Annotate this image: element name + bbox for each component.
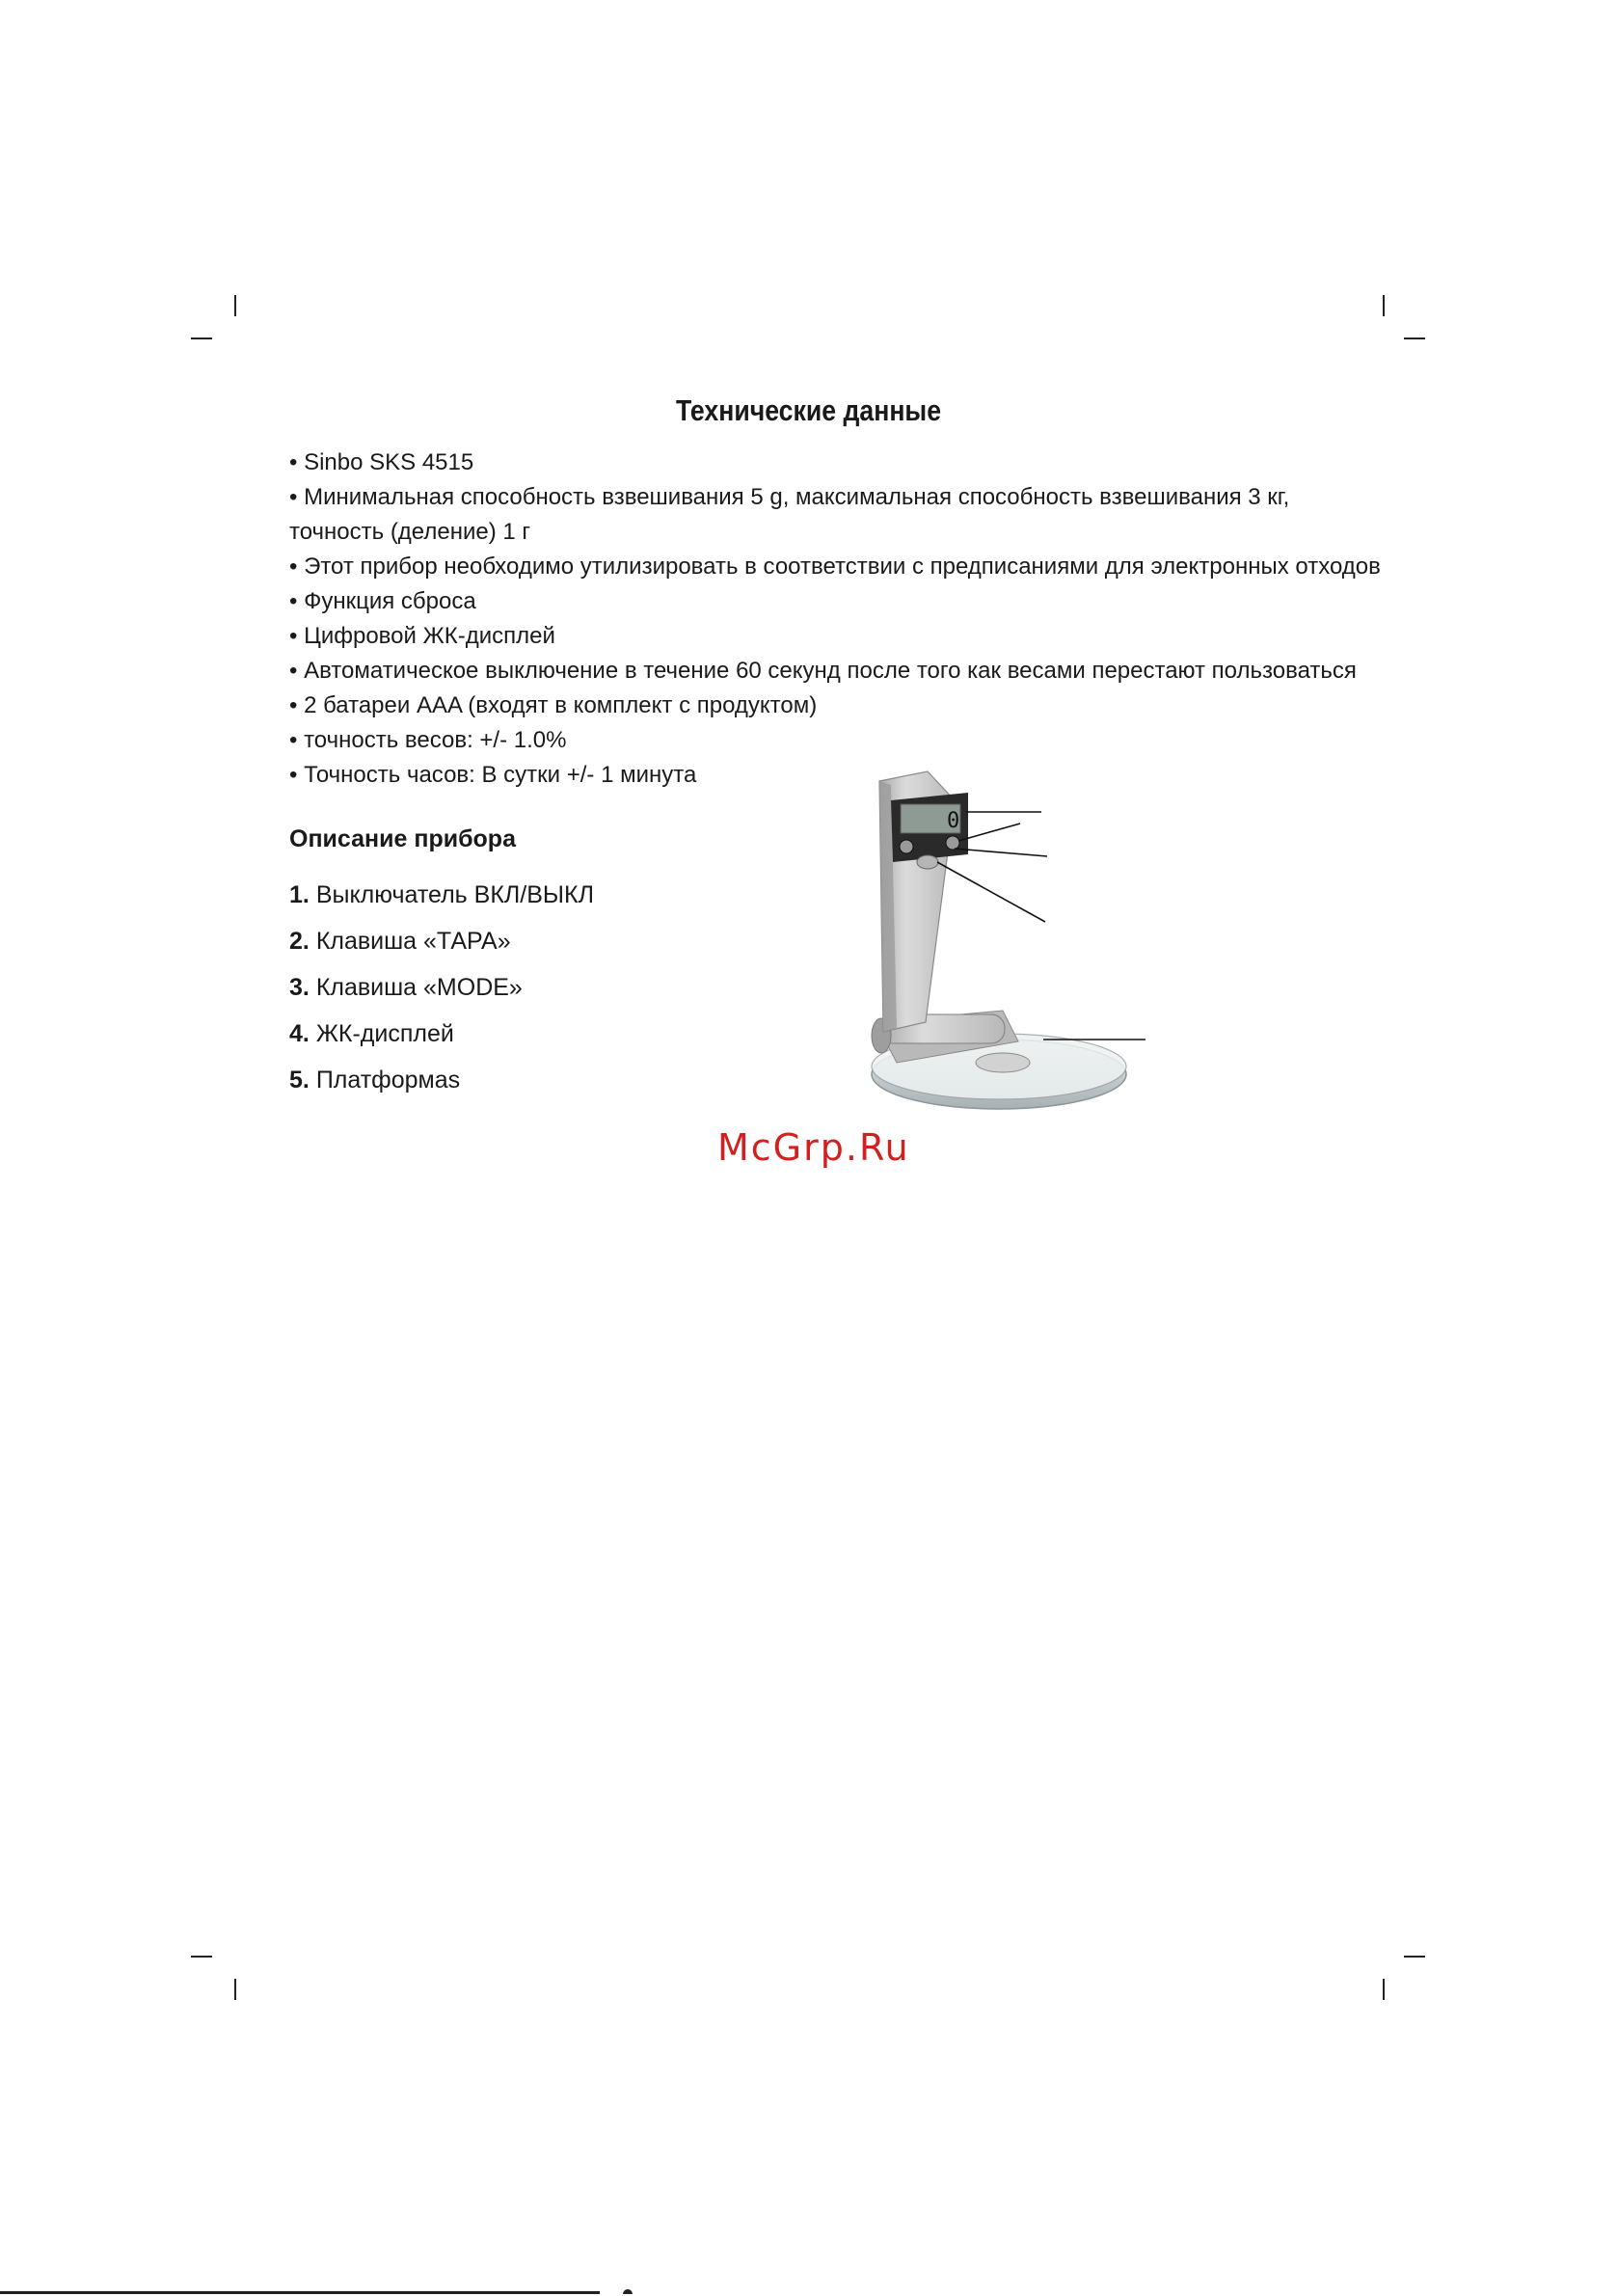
crop-mark-bottom-right-v: [1383, 1979, 1385, 2000]
spec-item: • Автоматическое выключение в течение 60 секунд после того как весами перестают пользоваться: [289, 658, 1357, 684]
spec-item: • Функция сброса: [289, 588, 476, 614]
part-number: 2.: [289, 928, 310, 955]
spec-item: • 2 батареи AAA (входят в комплект с продуктом): [289, 692, 818, 718]
part-item: [289, 918, 594, 964]
watermark: McGrp.Ru: [717, 1126, 910, 1169]
crop-mark-bottom-left-v: [234, 1979, 236, 2000]
crop-mark-top-left-h: [191, 338, 212, 339]
crop-mark-top-left-v: [234, 295, 236, 316]
part-item: [289, 1057, 594, 1103]
lcd-reading: 0: [947, 809, 960, 833]
part-number: 1.: [289, 881, 310, 908]
part-number: 3.: [289, 974, 310, 1001]
part-item: [289, 964, 594, 1011]
part-number: 5.: [289, 1067, 310, 1094]
parts-list: [289, 872, 594, 1103]
crop-mark-bottom-right-h: [1404, 1956, 1425, 1958]
crop-mark-top-right-v: [1383, 295, 1385, 316]
description-heading: Описание прибора: [289, 825, 516, 852]
part-label: Выключатель ВКЛ/ВЫКЛ: [315, 881, 595, 908]
spec-list: [289, 446, 1381, 793]
power-button: [917, 855, 938, 869]
mode-button: [946, 836, 959, 850]
callout-line-tare: [955, 849, 1047, 856]
spec-item: • Sinbo SKS 4515: [289, 449, 474, 475]
spec-item: • Точность часов: В сутки +/- 1 минута: [289, 762, 697, 788]
part-label: Платформаs: [315, 1067, 461, 1094]
part-number: 4.: [289, 1020, 310, 1047]
page-title: Технические данные: [675, 393, 942, 427]
part-label: ЖК-дисплей: [315, 1020, 454, 1047]
spec-item: • Этот прибор необходимо утилизировать в соответствии с предписаниями для электронных отходов: [289, 554, 1381, 580]
crop-mark-bottom-left-h: [191, 1956, 212, 1958]
crop-mark-top-right-h: [1404, 338, 1425, 339]
part-label: Клавиша «ТАРА»: [315, 928, 511, 955]
page-number-fragment: [623, 2289, 633, 2294]
part-item: [289, 872, 594, 918]
platform-knob: [976, 1053, 1030, 1072]
part-item: [289, 1011, 594, 1057]
spec-item: • Цифровой ЖК-дисплей: [289, 623, 555, 649]
tare-button: [900, 840, 913, 853]
part-label: Клавиша «MODE»: [315, 974, 523, 1001]
spec-item: • точность весов: +/- 1.0%: [289, 727, 567, 753]
kitchen-scale-illustration: [858, 762, 1167, 1128]
spec-item: • Минимальная способность взвешивания 5 g, максимальная способность взвешивания 3 кг, точность (деление) 1 г: [289, 484, 1290, 545]
footer-rule: [0, 2291, 600, 2294]
callout-line-power: [937, 862, 1045, 922]
